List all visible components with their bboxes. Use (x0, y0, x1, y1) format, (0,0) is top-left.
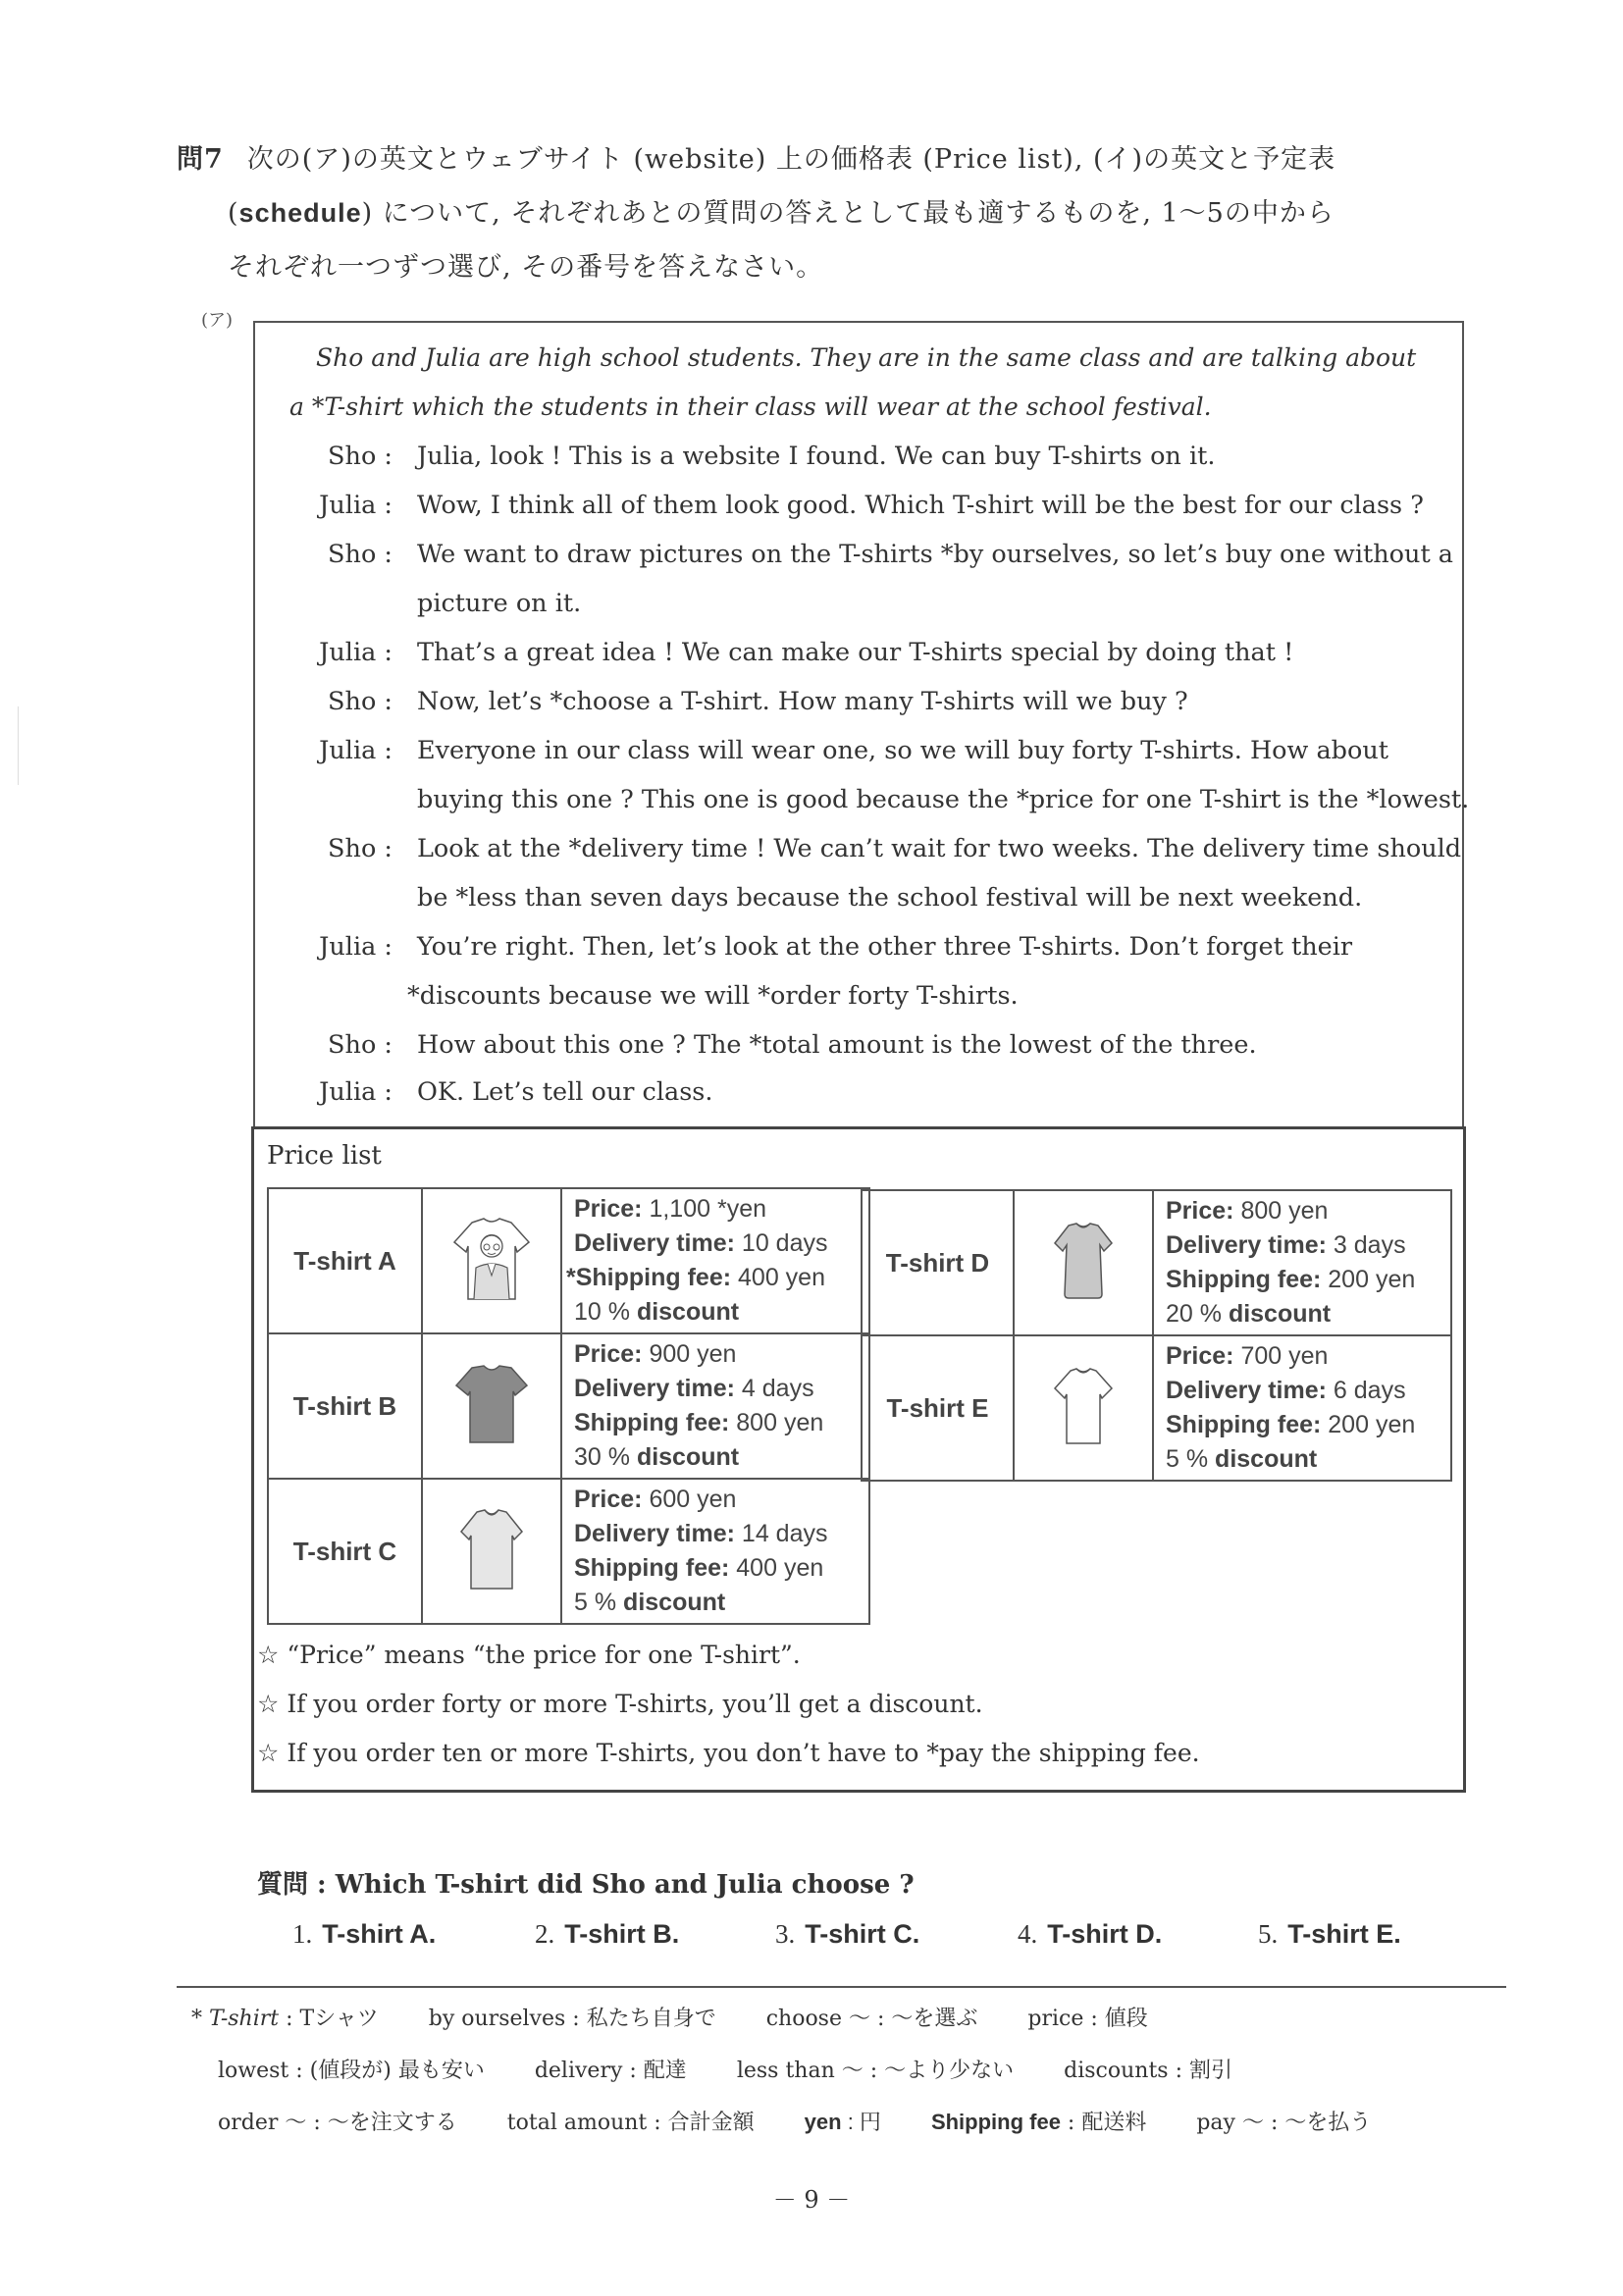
dialogue-line: buying this one ? This one is good because the *price for one T-shirt is the *lowest. (417, 785, 1470, 814)
price-label: Price (574, 1340, 635, 1368)
answer-option-5[interactable] (1258, 1919, 1401, 1950)
glossary-term: delivery (534, 2059, 623, 2083)
speaker: Sho : (328, 834, 393, 863)
glossary-term: less than ～ (736, 2059, 864, 2083)
tshirt-name: T-shirt E (862, 1335, 1014, 1481)
intro-line-2: a *T-shirt which the students in their class will wear at the school festival. (289, 392, 1212, 421)
dialogue-line: Everyone in our class will wear one, so we will buy forty T-shirts. How about (417, 736, 1389, 765)
glossary-row-1 (191, 2002, 1191, 2032)
price-note: ☆ If you order ten or more T-shirts, you don’t have to *pay the shipping fee. (257, 1739, 1200, 1767)
shipping-value: 200 yen (1328, 1411, 1416, 1438)
tshirt-name: T-shirt B (268, 1333, 422, 1479)
delivery-value: 6 days (1333, 1377, 1406, 1404)
glossary-term: total amount (506, 2111, 648, 2135)
glossary-term: lowest (218, 2059, 289, 2083)
glossary-item (1064, 2054, 1232, 2084)
tshirt-info: Price: 700 yen Delivery time: 6 days Shipping fee: 200 yen 5 % discount (1153, 1335, 1451, 1481)
glossary-def: : ～を払う (1263, 2111, 1372, 2135)
glossary-item (218, 2054, 485, 2084)
speaker: Julia : (319, 638, 393, 667)
price-label: Price (1166, 1342, 1227, 1370)
glossary-row-2 (218, 2054, 1276, 2084)
price-note: ☆ “Price” means “the price for one T-shirt”. (257, 1641, 801, 1669)
glossary-def: : 配達 (622, 2059, 687, 2083)
section-label: (ア) (201, 310, 234, 331)
price-value: 1,100 *yen (649, 1195, 766, 1223)
shipping-value: 800 yen (736, 1409, 824, 1436)
glossary-def: : Tシャツ (279, 2007, 379, 2031)
shipping-value: 400 yen (738, 1264, 825, 1291)
shipping-label: Shipping fee (574, 1409, 721, 1436)
glossary-term: discounts (1064, 2059, 1169, 2083)
page-number: － 9 － (772, 2186, 851, 2214)
glossary-def: : ～より少ない (863, 2059, 1015, 2083)
footer-divider (177, 1986, 1506, 1988)
instruction-text-2: ) について, それぞれあとの質問の答えとして最も適するものを, 1～5の中から (361, 198, 1335, 229)
glossary-def: : 配送料 (1060, 2111, 1147, 2135)
tshirt-info: Price: 900 yen Delivery time: 4 days Shipping fee: 800 yen 30 % discount (561, 1333, 869, 1479)
price-note: ☆ If you order forty or more T-shirts, you’ll get a discount. (257, 1690, 983, 1718)
glossary-term: price (1027, 2007, 1084, 2031)
discount-value: 30 % (574, 1443, 630, 1471)
speaker: Julia : (319, 1077, 393, 1107)
glossary-item (766, 2002, 978, 2032)
table-row (268, 1333, 869, 1479)
speaker: Julia : (319, 491, 393, 520)
dialogue-line: Julia, look ! This is a website I found. We can buy T-shirts on it. (417, 442, 1216, 471)
glossary-term: by ourselves (428, 2007, 566, 2031)
glossary-def: : ～を選ぶ (870, 2007, 978, 2031)
glossary-item (805, 2106, 881, 2136)
discount-label: discount (1228, 1300, 1332, 1328)
discount-label: discount (623, 1589, 726, 1616)
instruction-line-3 (228, 245, 823, 284)
tshirt-gray-icon (1053, 1222, 1114, 1300)
speaker: Sho : (328, 1030, 393, 1060)
option-number: 4. (1018, 1919, 1038, 1949)
glossary-item (931, 2106, 1146, 2136)
speaker: Sho : (328, 687, 393, 716)
speaker: Julia : (319, 932, 393, 962)
option-number: 5. (1258, 1919, 1279, 1949)
glossary-term: * T-shirt (191, 2007, 280, 2031)
glossary-term: yen (804, 2110, 842, 2134)
tshirt-dark-gray-icon (454, 1364, 529, 1444)
table-row (862, 1190, 1451, 1335)
glossary-def: : ～を注文する (306, 2111, 457, 2135)
price-table-left (267, 1187, 870, 1625)
discount-value: 5 % (574, 1589, 617, 1616)
tshirt-info: Price: 600 yen Delivery time: 14 days Shipping fee: 400 yen 5 % discount (561, 1479, 869, 1624)
option-number: 2. (535, 1919, 555, 1949)
dialogue-line: That’s a great idea ! We can make our T-shirts special by doing that ! (417, 638, 1294, 667)
delivery-label: Delivery time (574, 1229, 727, 1257)
instruction-line-2 (228, 191, 1335, 230)
discount-label: discount (636, 1298, 740, 1326)
glossary-def: : 円 (841, 2110, 881, 2134)
dialogue-line: How about this one ? The *total amount is the lowest of the three. (417, 1030, 1257, 1060)
dialogue-line: OK. Let’s tell our class. (417, 1077, 713, 1107)
dialogue-line: Look at the *delivery time ! We can’t wait for two weeks. The delivery time should (417, 834, 1462, 863)
dialogue-line: be *less than seven days because the school festival will be next weekend. (417, 883, 1363, 913)
option-number: 3. (775, 1919, 796, 1949)
glossary-item (507, 2106, 755, 2136)
speaker: Julia : (319, 736, 393, 765)
instruction-line-1 (177, 137, 1335, 176)
dialogue-line: picture on it. (417, 589, 582, 618)
discount-value: 20 % (1166, 1300, 1222, 1328)
schedule-term: schedule (238, 198, 362, 228)
glossary-def: : 値段 (1083, 2007, 1148, 2031)
shipping-label: Shipping fee (1166, 1266, 1313, 1293)
glossary-item (1196, 2106, 1371, 2136)
shipping-value: 400 yen (736, 1554, 824, 1582)
tshirt-name: T-shirt D (862, 1190, 1014, 1335)
dialogue-line: You’re right. Then, let’s look at the other three T-shirts. Don’t forget their (417, 932, 1353, 962)
answer-option-4[interactable] (1018, 1919, 1162, 1950)
speaker: Sho : (328, 540, 393, 569)
delivery-value: 14 days (741, 1520, 828, 1547)
glossary-term: choose ～ (765, 2007, 870, 2031)
dialogue-line: *discounts because we will *order forty T-shirts. (407, 981, 1019, 1011)
delivery-value: 4 days (741, 1375, 814, 1402)
glossary-term: order ～ (218, 2111, 307, 2135)
delivery-label: Delivery time (1166, 1377, 1319, 1404)
delivery-value: 3 days (1333, 1231, 1406, 1259)
dialogue-line: We want to draw pictures on the T-shirts *by ourselves, so let’s buy one without a (417, 540, 1453, 569)
tshirt-light-gray-icon (459, 1508, 524, 1591)
option-label: T-shirt C. (805, 1919, 920, 1949)
glossary-item (1027, 2002, 1147, 2032)
discount-label: discount (636, 1443, 740, 1471)
glossary-def: : 合計金額 (647, 2111, 755, 2135)
shipping-label: Shipping fee (574, 1554, 721, 1582)
tshirt-info: Price: 1,100 *yen Delivery time: 10 days *Shipping fee: 400 yen 10 % discount (561, 1188, 869, 1333)
price-list-title: Price list (267, 1141, 382, 1171)
discount-value: 5 % (1166, 1445, 1209, 1473)
shipping-value: 200 yen (1328, 1266, 1416, 1293)
discount-label: discount (1215, 1445, 1318, 1473)
tshirt-white-icon (1053, 1367, 1114, 1445)
dialogue-line: Wow, I think all of them look good. Which T-shirt will be the best for our class ? (417, 491, 1424, 520)
glossary-def: : 私たち自身で (565, 2007, 716, 2031)
price-label: Price (574, 1486, 635, 1513)
discount-value: 10 % (574, 1298, 630, 1326)
glossary-def: : 割引 (1168, 2059, 1232, 2083)
shipping-label: *Shipping fee (566, 1264, 723, 1291)
option-label: T-shirt A. (322, 1919, 437, 1949)
price-value: 800 yen (1240, 1197, 1329, 1225)
scan-artifact (18, 706, 19, 785)
delivery-value: 10 days (741, 1229, 828, 1257)
option-label: T-shirt D. (1047, 1919, 1163, 1949)
answer-option-1[interactable] (292, 1919, 436, 1950)
table-row (268, 1188, 869, 1333)
tshirt-with-person-icon (452, 1217, 531, 1301)
tshirt-name: T-shirt A (268, 1188, 422, 1333)
shipping-label: Shipping fee (1166, 1411, 1313, 1438)
price-value: 700 yen (1240, 1342, 1329, 1370)
glossary-term: Shipping fee (930, 2110, 1061, 2134)
speaker: Sho : (328, 442, 393, 471)
glossary-item (218, 2106, 457, 2136)
delivery-label: Delivery time (1166, 1231, 1319, 1259)
glossary-item (737, 2054, 1014, 2084)
glossary-row-3 (218, 2106, 1414, 2136)
glossary-def: : (値段が) 最も安い (288, 2059, 485, 2083)
dialogue-line: Now, let’s *choose a T-shirt. How many T-shirts will we buy ? (417, 687, 1188, 716)
tshirt-info: Price: 800 yen Delivery time: 3 days Shipping fee: 200 yen 20 % discount (1153, 1190, 1451, 1335)
intro-line-1: Sho and Julia are high school students. They are in the same class and are talking about (316, 343, 1417, 372)
table-row (862, 1335, 1451, 1481)
instruction-text-1: 次の(ア)の英文とウェブサイト (website) 上の価格表 (Price list), (イ)の英文と予定表 (246, 144, 1336, 175)
question-number: 問7 (177, 144, 224, 175)
delivery-label: Delivery time (574, 1375, 727, 1402)
price-value: 600 yen (649, 1486, 737, 1513)
question-text: 質問 : Which T-shirt did Sho and Julia choose ? (257, 1870, 915, 1900)
option-label: T-shirt B. (564, 1919, 680, 1949)
option-label: T-shirt E. (1287, 1919, 1401, 1949)
price-table-right (861, 1189, 1452, 1482)
tshirt-name: T-shirt C (268, 1479, 422, 1624)
delivery-label: Delivery time (574, 1520, 727, 1547)
table-row (268, 1479, 869, 1624)
instruction-text-3: それぞれ一つずつ選び, その番号を答えなさい。 (228, 252, 824, 283)
answer-option-2[interactable] (535, 1919, 679, 1950)
option-number: 1. (292, 1919, 313, 1949)
glossary-item (535, 2054, 687, 2084)
answer-option-3[interactable] (775, 1919, 919, 1950)
price-label: Price (1166, 1197, 1227, 1225)
glossary-item (191, 2002, 379, 2032)
price-value: 900 yen (649, 1340, 737, 1368)
glossary-term: pay ～ (1196, 2111, 1264, 2135)
price-label: Price (574, 1195, 635, 1223)
paren-open: ( (228, 198, 239, 229)
glossary-item (429, 2002, 716, 2032)
